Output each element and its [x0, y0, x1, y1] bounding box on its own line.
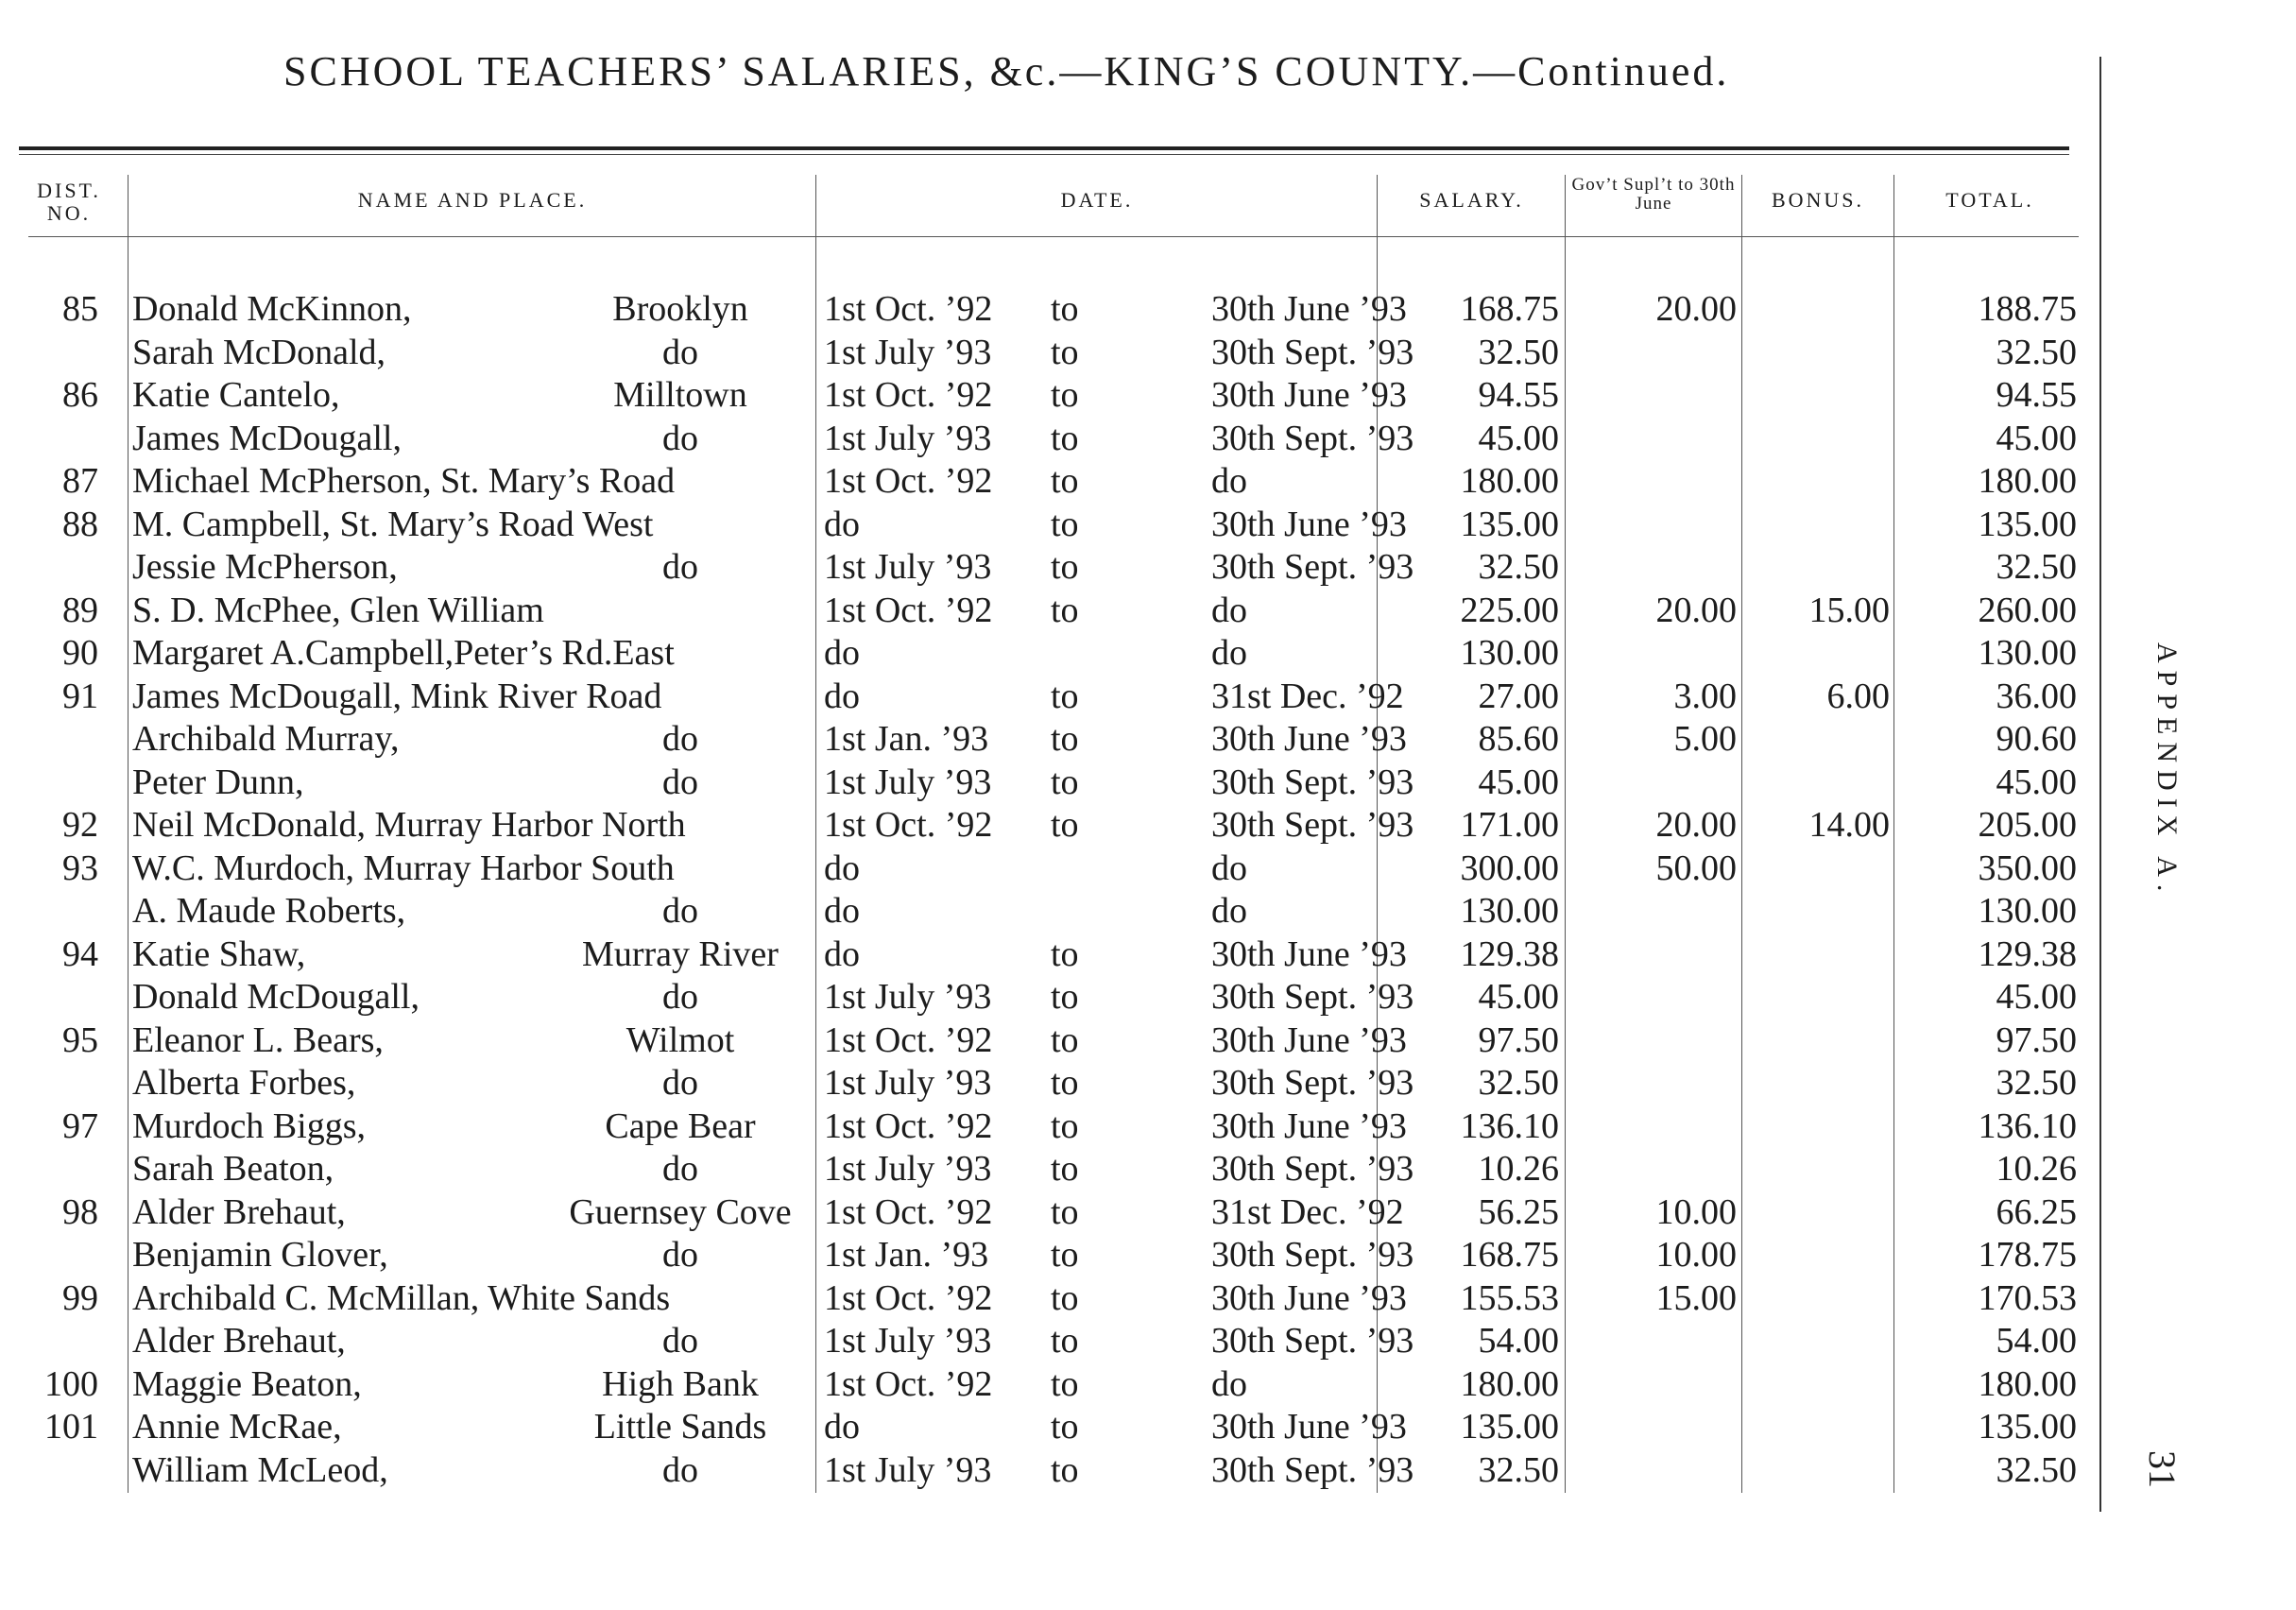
table-row	[0, 762, 2099, 805]
date-end: 31st Dec. ’92	[1211, 676, 1404, 716]
table-row	[0, 1148, 2099, 1191]
table-row	[0, 676, 2099, 719]
date-to: to	[1051, 1191, 1079, 1232]
total-value: 45.00	[1996, 762, 2077, 802]
table-row	[0, 1406, 2099, 1449]
teacher-name: Alder Brehaut,	[132, 1191, 346, 1232]
header-bonus: BONUS.	[1771, 188, 1865, 212]
dist-number: 97	[62, 1105, 98, 1146]
salary-value: 45.00	[1478, 977, 1559, 1017]
date-to: to	[1051, 418, 1079, 458]
gov-supplement-value: 20.00	[1655, 289, 1737, 329]
header-name: NAME AND PLACE.	[357, 188, 588, 212]
salary-value: 54.00	[1478, 1321, 1559, 1361]
teacher-name: Archibald Murray,	[132, 719, 400, 759]
header-date: DATE.	[1060, 188, 1134, 212]
dist-number: 98	[62, 1191, 98, 1232]
total-value: 135.00	[1978, 504, 2077, 544]
date-start: 1st July ’93	[824, 332, 992, 372]
total-value: 97.50	[1996, 1019, 2077, 1060]
table-row	[0, 288, 2099, 332]
total-value: 54.00	[1996, 1321, 2077, 1361]
date-end: 30th Sept. ’93	[1211, 332, 1414, 372]
table-row	[0, 1320, 2099, 1363]
teacher-name: Alberta Forbes,	[132, 1063, 356, 1103]
table-row	[0, 460, 2099, 504]
teacher-name: Jessie McPherson,	[132, 547, 398, 587]
teacher-name: Donald McKinnon,	[132, 289, 412, 329]
salary-table-body	[0, 288, 2099, 1492]
salary-value: 135.00	[1460, 504, 1559, 544]
salary-value: 136.10	[1460, 1105, 1559, 1146]
table-row	[0, 418, 2099, 461]
total-value: 130.00	[1978, 891, 2077, 931]
date-to: to	[1051, 805, 1079, 845]
dist-number: 88	[62, 504, 98, 544]
date-to: to	[1051, 676, 1079, 716]
date-start: 1st July ’93	[824, 762, 992, 802]
teacher-name: Eleanor L. Bears,	[132, 1019, 384, 1060]
header-total: TOTAL.	[1945, 188, 2034, 212]
table-row	[0, 1062, 2099, 1105]
total-value: 170.53	[1978, 1277, 2077, 1318]
date-to: to	[1051, 719, 1079, 759]
date-end: 30th Sept. ’93	[1211, 805, 1414, 845]
page-right-border	[2099, 57, 2101, 1512]
date-start: do	[824, 504, 860, 544]
school-place: do	[662, 1449, 698, 1490]
school-place: do	[662, 891, 698, 931]
date-to: to	[1051, 977, 1079, 1017]
school-place: do	[662, 1149, 698, 1189]
table-row	[0, 1191, 2099, 1235]
date-start: 1st July ’93	[824, 1063, 992, 1103]
total-value: 32.50	[1996, 1449, 2077, 1490]
date-start: 1st July ’93	[824, 418, 992, 458]
school-place: do	[662, 1235, 698, 1275]
table-row	[0, 1105, 2099, 1149]
date-start: 1st Jan. ’93	[824, 1235, 989, 1275]
dist-number: 85	[62, 289, 98, 329]
date-start: do	[824, 633, 860, 673]
teacher-name: Michael McPherson, St. Mary’s Road	[132, 461, 676, 501]
salary-value: 32.50	[1478, 332, 1559, 372]
table-row	[0, 976, 2099, 1019]
total-value: 10.26	[1996, 1149, 2077, 1189]
salary-value: 97.50	[1478, 1019, 1559, 1060]
salary-value: 300.00	[1460, 848, 1559, 888]
date-end: 30th Sept. ’93	[1211, 1321, 1414, 1361]
header-salary: SALARY.	[1419, 188, 1524, 212]
dist-number: 94	[62, 933, 98, 974]
date-to: to	[1051, 1277, 1079, 1318]
salary-value: 168.75	[1460, 1235, 1559, 1275]
salary-value: 130.00	[1460, 891, 1559, 931]
salary-value: 32.50	[1478, 547, 1559, 587]
date-end: 30th Sept. ’93	[1211, 1449, 1414, 1490]
salary-value: 85.60	[1478, 719, 1559, 759]
school-place: do	[662, 547, 698, 587]
gov-supplement-value: 15.00	[1655, 1277, 1737, 1318]
total-value: 94.55	[1996, 375, 2077, 415]
dist-number: 101	[44, 1407, 98, 1447]
total-value: 180.00	[1978, 461, 2077, 501]
date-end: 30th June ’93	[1211, 1019, 1407, 1060]
date-end: 30th Sept. ’93	[1211, 1235, 1414, 1275]
salary-value: 45.00	[1478, 418, 1559, 458]
date-start: 1st Oct. ’92	[824, 375, 993, 415]
teacher-name: James McDougall,	[132, 418, 402, 458]
salary-value: 129.38	[1460, 933, 1559, 974]
date-start: 1st Oct. ’92	[824, 289, 993, 329]
date-start: do	[824, 891, 860, 931]
salary-value: 32.50	[1478, 1449, 1559, 1490]
date-to: to	[1051, 933, 1079, 974]
salary-value: 135.00	[1460, 1407, 1559, 1447]
teacher-name: Maggie Beaton,	[132, 1363, 362, 1404]
total-value: 130.00	[1978, 633, 2077, 673]
school-place: do	[662, 762, 698, 802]
school-place: do	[662, 332, 698, 372]
teacher-name: A. Maude Roberts,	[132, 891, 406, 931]
teacher-name: Alder Brehaut,	[132, 1321, 346, 1361]
total-value: 45.00	[1996, 977, 2077, 1017]
total-value: 178.75	[1978, 1235, 2077, 1275]
teacher-name: Katie Shaw,	[132, 933, 306, 974]
header-gov: Gov’t Supl’t to 30th June	[1571, 175, 1736, 214]
date-end: 30th Sept. ’93	[1211, 418, 1414, 458]
gov-supplement-value: 20.00	[1655, 590, 1737, 630]
date-end: do	[1211, 1363, 1247, 1404]
bonus-value: 6.00	[1826, 676, 1890, 716]
total-value: 36.00	[1996, 676, 2077, 716]
salary-value: 94.55	[1478, 375, 1559, 415]
bonus-value: 15.00	[1808, 590, 1890, 630]
dist-number: 92	[62, 805, 98, 845]
date-start: do	[824, 848, 860, 888]
table-row	[0, 1363, 2099, 1407]
total-value: 205.00	[1978, 805, 2077, 845]
total-value: 45.00	[1996, 418, 2077, 458]
salary-value: 225.00	[1460, 590, 1559, 630]
table-row	[0, 848, 2099, 891]
dist-number: 95	[62, 1019, 98, 1060]
title-rule-thin	[19, 154, 2069, 155]
school-place: do	[662, 977, 698, 1017]
date-to: to	[1051, 1235, 1079, 1275]
page-number: 31	[2141, 1450, 2184, 1488]
total-value: 32.50	[1996, 547, 2077, 587]
school-place: Guernsey Cove	[569, 1191, 792, 1232]
date-start: 1st Oct. ’92	[824, 1191, 993, 1232]
salary-value: 180.00	[1460, 1363, 1559, 1404]
date-end: 30th Sept. ’93	[1211, 977, 1414, 1017]
date-start: do	[824, 933, 860, 974]
date-start: 1st July ’93	[824, 1149, 992, 1189]
salary-value: 27.00	[1478, 676, 1559, 716]
gov-supplement-value: 50.00	[1655, 848, 1737, 888]
salary-value: 168.75	[1460, 289, 1559, 329]
teacher-name: Neil McDonald, Murray Harbor North	[132, 805, 686, 845]
total-value: 180.00	[1978, 1363, 2077, 1404]
salary-value: 180.00	[1460, 461, 1559, 501]
salary-value: 56.25	[1478, 1191, 1559, 1232]
date-end: 30th June ’93	[1211, 504, 1407, 544]
teacher-name: Sarah McDonald,	[132, 332, 386, 372]
teacher-name: Benjamin Glover,	[132, 1235, 388, 1275]
teacher-name: Peter Dunn,	[132, 762, 304, 802]
dist-number: 89	[62, 590, 98, 630]
table-row	[0, 718, 2099, 762]
salary-value: 32.50	[1478, 1063, 1559, 1103]
salary-value: 45.00	[1478, 762, 1559, 802]
gov-supplement-value: 3.00	[1673, 676, 1737, 716]
teacher-name: Archibald C. McMillan, White Sands	[132, 1277, 671, 1318]
header-dist: DIST. NO.	[37, 179, 101, 225]
table-row	[0, 504, 2099, 547]
date-end: do	[1211, 848, 1247, 888]
date-to: to	[1051, 375, 1079, 415]
bonus-value: 14.00	[1808, 805, 1890, 845]
table-row	[0, 590, 2099, 633]
date-start: 1st Oct. ’92	[824, 1105, 993, 1146]
header-rule	[28, 236, 2079, 237]
table-row	[0, 1019, 2099, 1063]
date-end: 30th June ’93	[1211, 1277, 1407, 1318]
table-row	[0, 1277, 2099, 1321]
school-place: Little Sands	[593, 1407, 767, 1447]
salary-value: 130.00	[1460, 633, 1559, 673]
date-to: to	[1051, 332, 1079, 372]
table-row	[0, 1234, 2099, 1277]
salary-value: 171.00	[1460, 805, 1559, 845]
date-to: to	[1051, 1321, 1079, 1361]
school-place: Cape Bear	[605, 1105, 756, 1146]
dist-number: 91	[62, 676, 98, 716]
teacher-name: Murdoch Biggs,	[132, 1105, 366, 1146]
date-to: to	[1051, 504, 1079, 544]
school-place: do	[662, 418, 698, 458]
teacher-name: James McDougall, Mink River Road	[132, 676, 662, 716]
table-row	[0, 804, 2099, 848]
teacher-name: Donald McDougall,	[132, 977, 420, 1017]
date-start: 1st July ’93	[824, 547, 992, 587]
table-row	[0, 632, 2099, 676]
date-end: 30th June ’93	[1211, 375, 1407, 415]
total-value: 188.75	[1978, 289, 2077, 329]
date-to: to	[1051, 762, 1079, 802]
date-start: 1st July ’93	[824, 977, 992, 1017]
school-place: do	[662, 1063, 698, 1103]
date-start: 1st Oct. ’92	[824, 461, 993, 501]
dist-number: 90	[62, 633, 98, 673]
school-place: do	[662, 1321, 698, 1361]
date-end: do	[1211, 590, 1247, 630]
dist-number: 99	[62, 1277, 98, 1318]
total-value: 129.38	[1978, 933, 2077, 974]
date-end: do	[1211, 891, 1247, 931]
date-end: 31st Dec. ’92	[1211, 1191, 1404, 1232]
total-value: 90.60	[1996, 719, 2077, 759]
date-to: to	[1051, 1449, 1079, 1490]
school-place: Wilmot	[625, 1019, 735, 1060]
total-value: 136.10	[1978, 1105, 2077, 1146]
date-end: do	[1211, 461, 1247, 501]
date-to: to	[1051, 1363, 1079, 1404]
table-row	[0, 332, 2099, 375]
date-end: 30th Sept. ’93	[1211, 1063, 1414, 1103]
date-start: 1st Oct. ’92	[824, 590, 993, 630]
school-place: Milltown	[613, 375, 747, 415]
date-start: 1st Oct. ’92	[824, 1277, 993, 1318]
date-end: 30th June ’93	[1211, 719, 1407, 759]
date-to: to	[1051, 1105, 1079, 1146]
teacher-name: Katie Cantelo,	[132, 375, 340, 415]
date-to: to	[1051, 1019, 1079, 1060]
total-value: 350.00	[1978, 848, 2077, 888]
gov-supplement-value: 5.00	[1673, 719, 1737, 759]
date-to: to	[1051, 1063, 1079, 1103]
date-to: to	[1051, 289, 1079, 329]
date-start: 1st July ’93	[824, 1449, 992, 1490]
table-row	[0, 890, 2099, 933]
teacher-name: S. D. McPhee, Glen William	[132, 590, 544, 630]
total-value: 66.25	[1996, 1191, 2077, 1232]
date-start: 1st Jan. ’93	[824, 719, 989, 759]
date-start: 1st Oct. ’92	[824, 1363, 993, 1404]
date-to: to	[1051, 1407, 1079, 1447]
date-start: do	[824, 676, 860, 716]
dist-number: 86	[62, 375, 98, 415]
date-end: 30th June ’93	[1211, 1407, 1407, 1447]
school-place: High Bank	[602, 1363, 759, 1404]
teacher-name: Margaret A.Campbell,Peter’s Rd.East	[132, 633, 675, 673]
date-start: 1st Oct. ’92	[824, 805, 993, 845]
total-value: 260.00	[1978, 590, 2077, 630]
date-to: to	[1051, 461, 1079, 501]
gov-supplement-value: 20.00	[1655, 805, 1737, 845]
table-row	[0, 546, 2099, 590]
date-to: to	[1051, 590, 1079, 630]
date-end: 30th Sept. ’93	[1211, 762, 1414, 802]
total-value: 135.00	[1978, 1407, 2077, 1447]
appendix-label: APPENDIX A.	[2151, 642, 2183, 899]
teacher-name: Annie McRae,	[132, 1407, 342, 1447]
teacher-name: William McLeod,	[132, 1449, 388, 1490]
date-end: 30th Sept. ’93	[1211, 547, 1414, 587]
salary-value: 155.53	[1460, 1277, 1559, 1318]
salary-value: 10.26	[1478, 1149, 1559, 1189]
date-end: 30th June ’93	[1211, 289, 1407, 329]
date-end: 30th June ’93	[1211, 1105, 1407, 1146]
date-to: to	[1051, 1149, 1079, 1189]
title-rule-thick	[19, 146, 2069, 150]
gov-supplement-value: 10.00	[1655, 1191, 1737, 1232]
teacher-name: Sarah Beaton,	[132, 1149, 334, 1189]
teacher-name: M. Campbell, St. Mary’s Road West	[132, 504, 654, 544]
dist-number: 100	[44, 1363, 98, 1404]
school-place: Brooklyn	[612, 289, 748, 329]
school-place: Murray River	[582, 933, 779, 974]
page-title: SCHOOL TEACHERS’ SALARIES, &c.—KING’S COUNTY.—Continued.	[283, 48, 1730, 94]
table-row	[0, 374, 2099, 418]
teacher-name: W.C. Murdoch, Murray Harbor South	[132, 848, 675, 888]
total-value: 32.50	[1996, 1063, 2077, 1103]
school-place: do	[662, 719, 698, 759]
dist-number: 93	[62, 848, 98, 888]
date-end: do	[1211, 633, 1247, 673]
date-start: 1st July ’93	[824, 1321, 992, 1361]
date-start: 1st Oct. ’92	[824, 1019, 993, 1060]
date-end: 30th Sept. ’93	[1211, 1149, 1414, 1189]
date-end: 30th June ’93	[1211, 933, 1407, 974]
date-start: do	[824, 1407, 860, 1447]
dist-number: 87	[62, 461, 98, 501]
table-row	[0, 1449, 2099, 1493]
total-value: 32.50	[1996, 332, 2077, 372]
gov-supplement-value: 10.00	[1655, 1235, 1737, 1275]
date-to: to	[1051, 547, 1079, 587]
table-row	[0, 933, 2099, 977]
